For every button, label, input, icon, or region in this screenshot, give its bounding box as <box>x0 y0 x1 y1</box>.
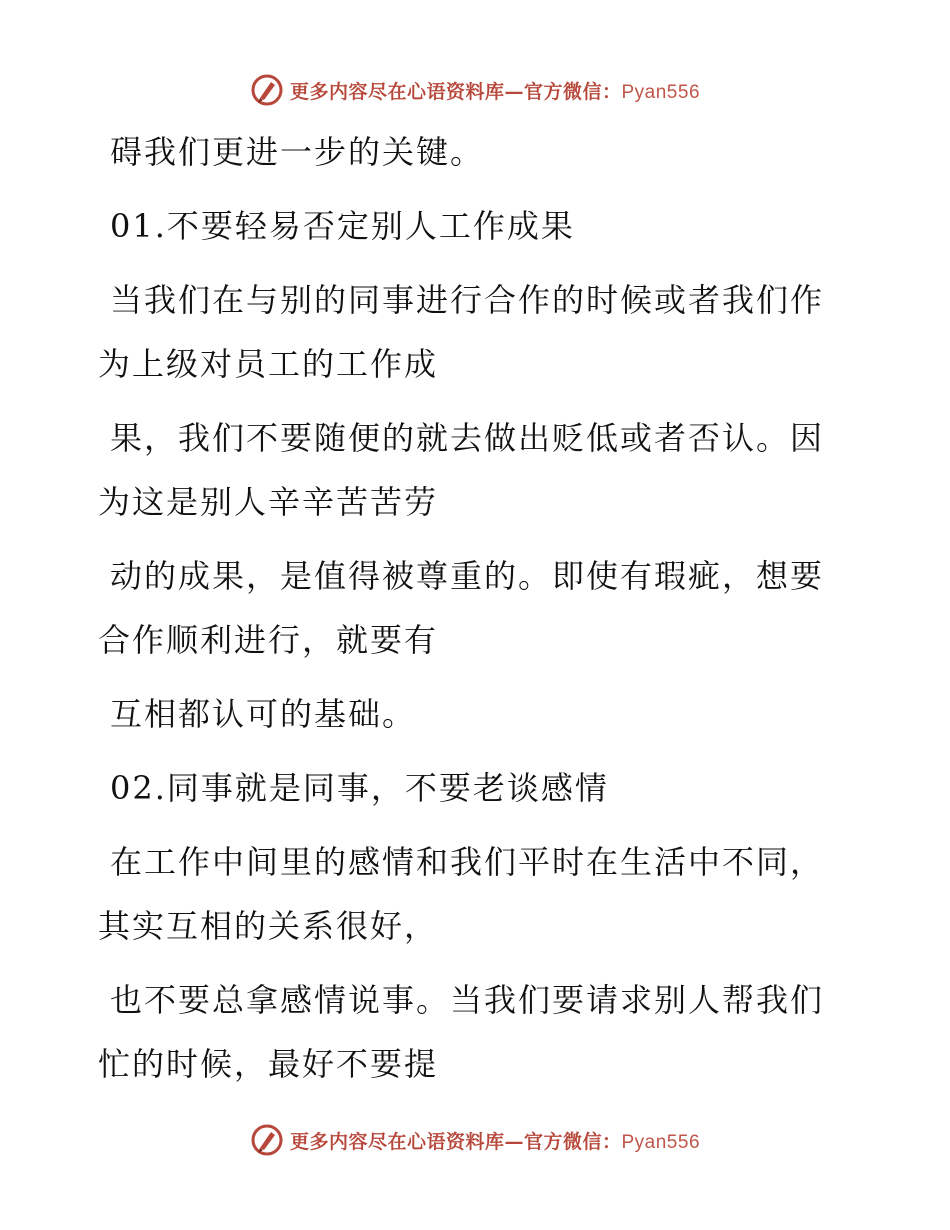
pen-logo-icon <box>250 1123 284 1157</box>
paragraph: 在工作中间里的感情和我们平时在生活中不同，其实互相的关系很好， <box>98 843 825 945</box>
section-heading: 02.同事就是同事，不要老谈感情 <box>110 769 609 807</box>
wechat-account-id: Pyan556 <box>621 81 701 103</box>
pen-logo-icon <box>250 73 284 107</box>
wechat-account-id: Pyan556 <box>621 1131 701 1153</box>
document-body <box>98 120 838 1106</box>
paragraph: 动的成果，是值得被尊重的。即使有瑕疵，想要合作顺利进行，就要有 <box>98 557 825 659</box>
paragraph: 碍我们更进一步的关键。 <box>110 133 485 171</box>
footer-watermark-text: 更多内容尽在心语资料库—官方微信：Pyan556 <box>289 1130 701 1153</box>
paragraph: 也不要总拿感情说事。当我们要请求别人帮我们忙的时候，最好不要提 <box>98 981 825 1083</box>
paragraph: 当我们在与别的同事进行合作的时候或者我们作为上级对员工的工作成 <box>98 281 825 383</box>
footer-watermark-banner <box>0 1120 950 1160</box>
paragraph: 互相都认可的基础。 <box>110 695 417 733</box>
paragraph: 果，我们不要随便的就去做出贬低或者否认。因为这是别人辛辛苦苦劳 <box>98 419 825 521</box>
header-watermark-text: 更多内容尽在心语资料库—官方微信：Pyan556 <box>289 80 701 103</box>
header-watermark-banner <box>0 70 950 110</box>
section-heading: 01.不要轻易否定别人工作成果 <box>110 207 575 245</box>
